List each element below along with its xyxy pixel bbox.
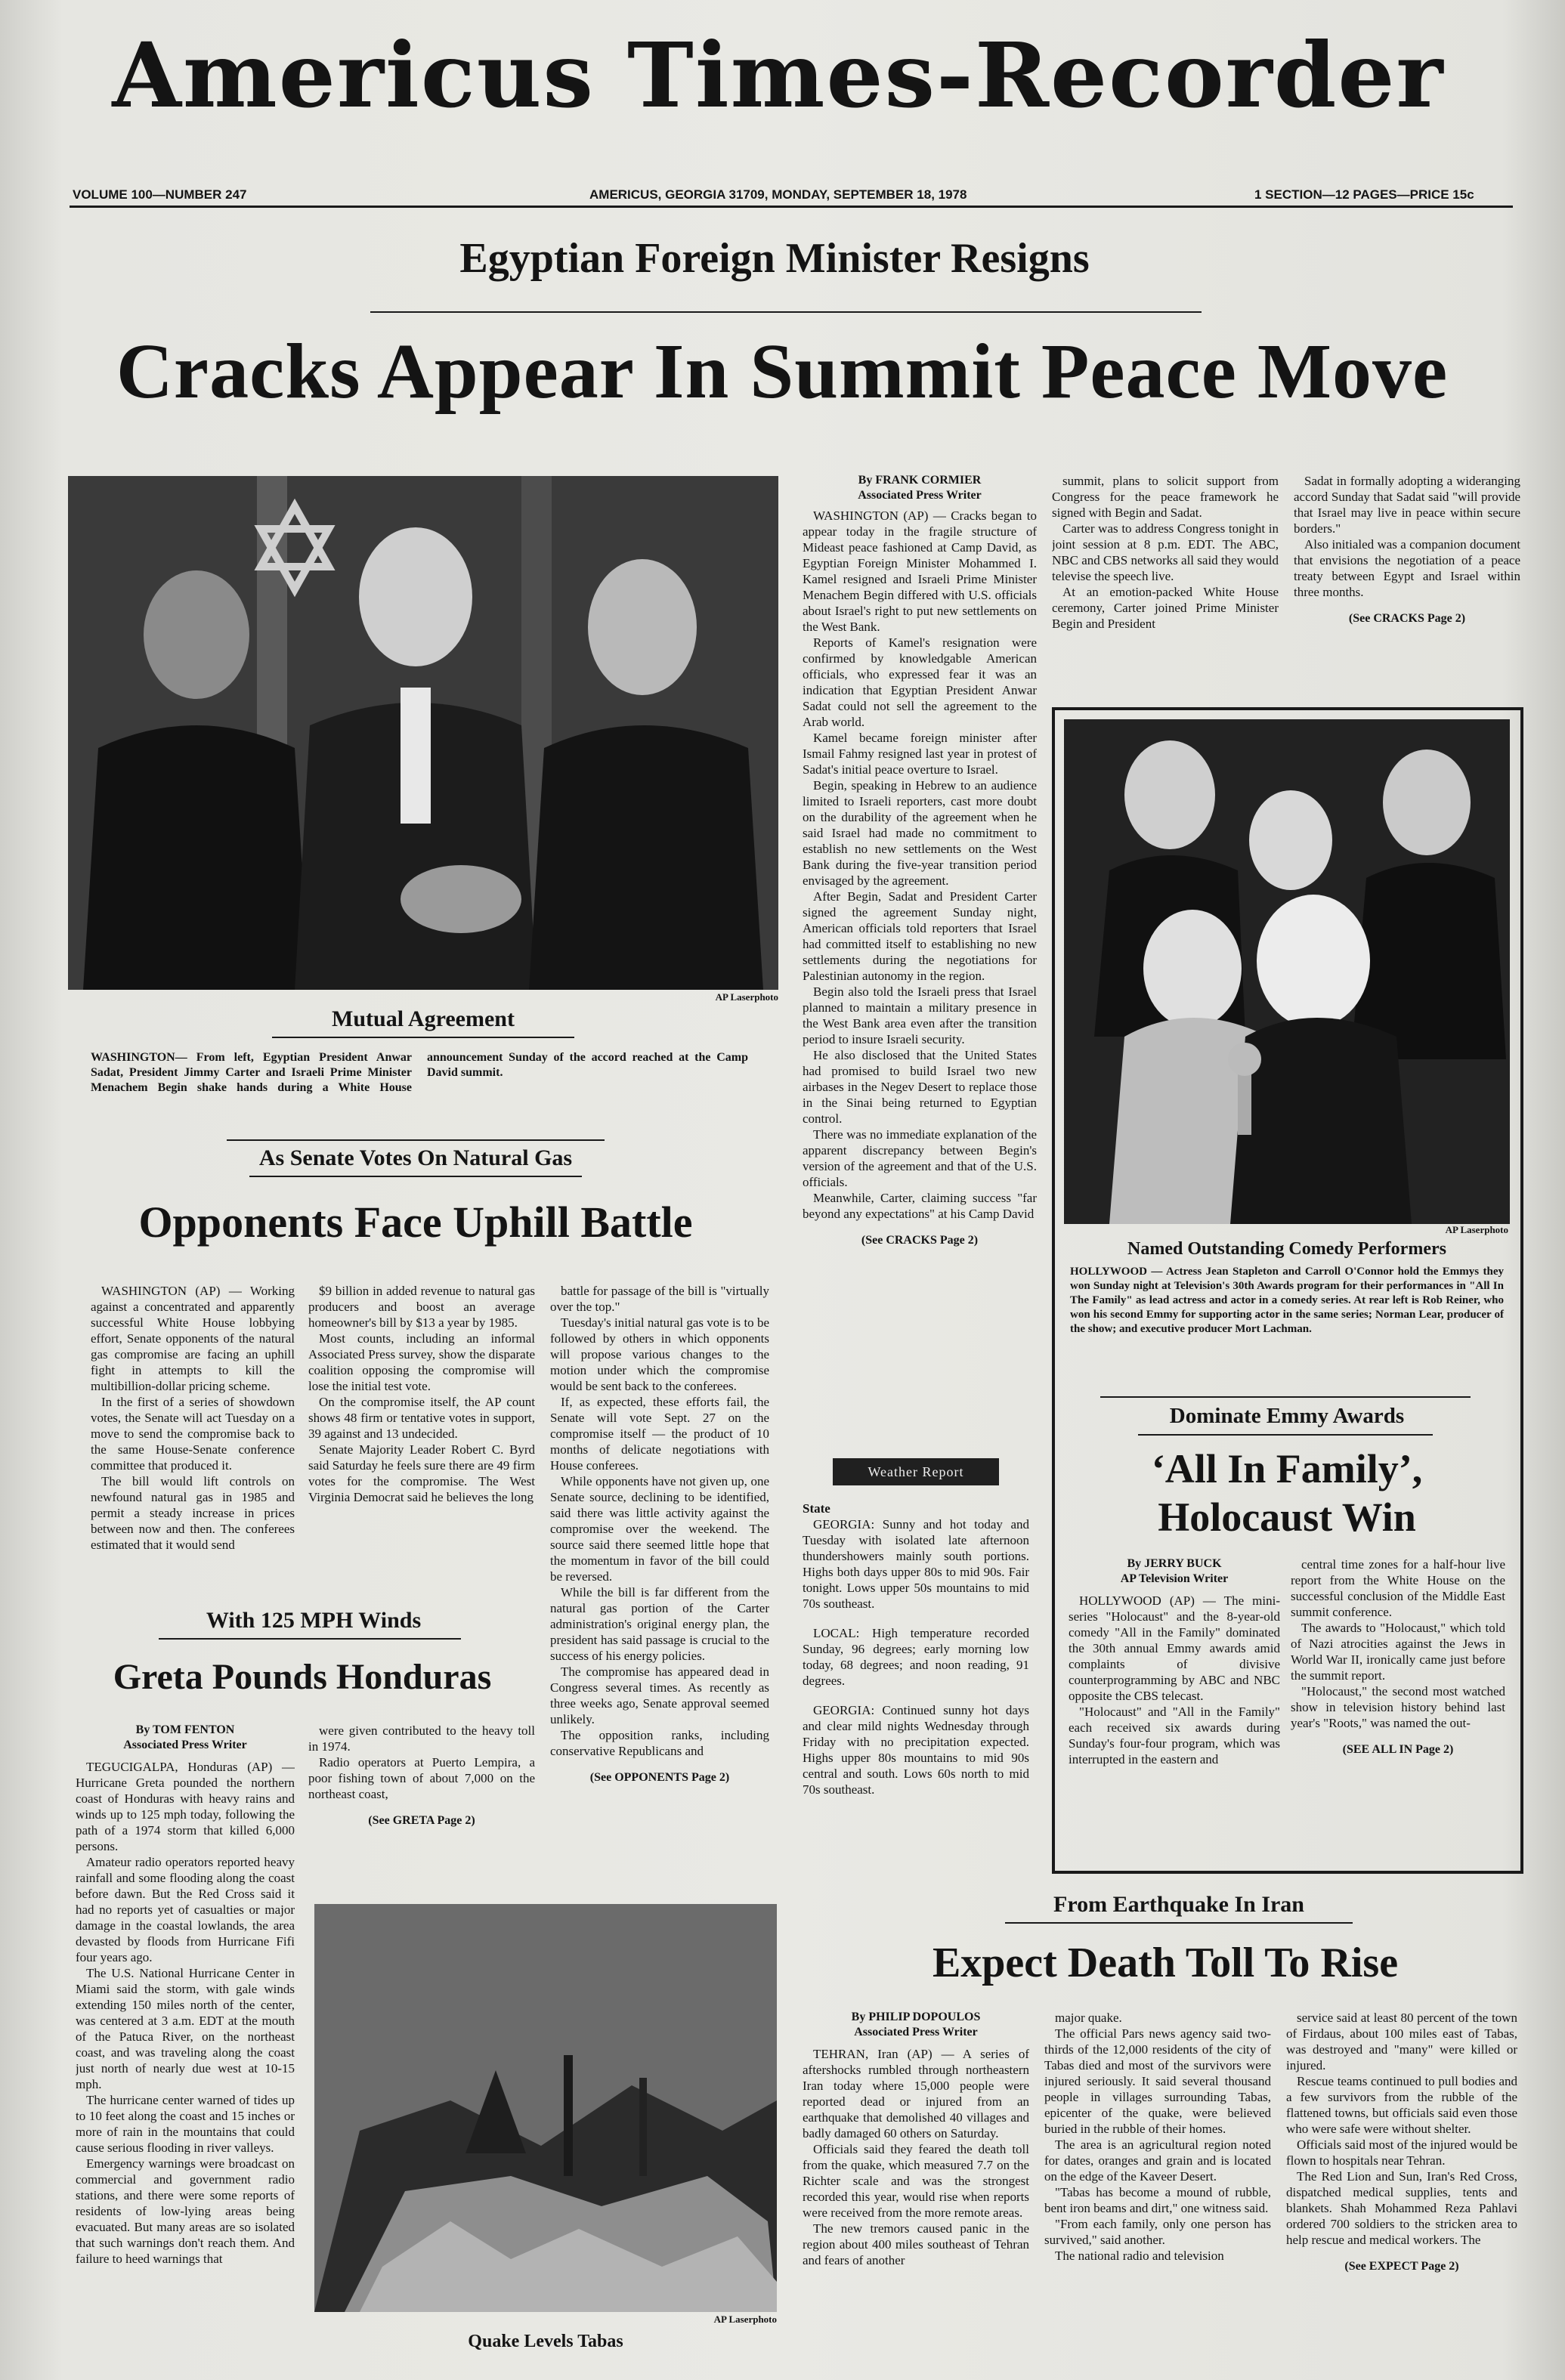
gas-kicker: As Senate Votes On Natural Gas	[258, 1145, 573, 1170]
lead-byline-title: Associated Press Writer	[858, 489, 982, 502]
quake-headline: Expect Death Toll To Rise	[932, 1940, 1399, 1986]
gas-paragraph: The compromise has appeared dead in Congress several times. As recently as three weeks ago, Senate approval seemed unlikely.	[550, 1664, 769, 1726]
lead-paragraph: He also disclosed that the United States had promised to build Israel two new airbases in the Negev Desert to replace those in the Sinai being returned to Egyptian control.	[803, 1048, 1037, 1126]
lead-kicker: Egyptian Foreign Minister Resigns	[459, 235, 1090, 282]
emmy-paragraph: "Holocaust" and "All in the Family" each received six awards during Sunday's four-four program, which was interrupted in the eastern and	[1069, 1705, 1280, 1766]
weather-state-label: State	[803, 1501, 830, 1516]
quake-paragraph: Officials said most of the injured would be flown to hospitals near Tehran.	[1286, 2137, 1517, 2168]
quake-column-2	[1044, 2010, 1271, 2342]
emmy-box	[1052, 707, 1523, 1874]
emmy-headline: ‘All In Family’, Holocaust Win	[1151, 1446, 1423, 1540]
lead-paragraph: There was no immediate explanation of the apparent discrepancy between Begin's version of the agreement and that of the U.S. officials.	[803, 1127, 1037, 1189]
quake-paragraph: service said at least 80 percent of the town of Firdaus, about 100 miles east of Tabas, was destroyed and "many" were killed or injured.	[1286, 2011, 1517, 2072]
greta-paragraph: Radio operators at Puerto Lempira, a poor fishing town of about 7,000 on the northeast coast,	[308, 1755, 535, 1801]
lead-paragraph: Sadat in formally adopting a wideranging accord Sunday that Sadat said "will provide that Israel may live in peace within secure borders."	[1294, 474, 1520, 536]
quake-kicker: From Earthquake In Iran	[1053, 1892, 1304, 1917]
lead-headline: Cracks Appear In Summit Peace Move	[116, 328, 1449, 415]
see-greta-link[interactable]: (See GRETA Page 2)	[368, 1814, 475, 1827]
summit-photo	[68, 476, 778, 990]
greta-paragraph: Amateur radio operators reported heavy rainfall and some flooding along the coast before dawn. But the Red Cross said it had no reports yet of casualties or major damage in the coastal lowlands, the area devasted by floods from Hurricane Fifi four years ago.	[76, 1855, 295, 1964]
gas-paragraph: $9 billion in added revenue to natural gas producers and boost an average homeowner's bill by $13 a year by 1985.	[308, 1284, 535, 1330]
greta-paragraph: Emergency warnings were broadcast on commercial and government radio stations, and there were some reports of residents of low-lying areas being evacuated. But many areas are so isolated that such warnings don't reach them. And failure to heed warnings that	[76, 2156, 295, 2266]
lead-paragraph: Begin, speaking in Hebrew to an audience limited to Israeli reporters, cast more doubt on the durability of the agreement when he said Israel had made no commitment to establish no new settlements on the West Bank during the five-year transition period envisaged by the agreement.	[803, 778, 1037, 888]
gas-paragraph: In the first of a series of showdown votes, the Senate will act Tuesday on a move to send the compromise back to the same House-Senate conference committee that produced it.	[91, 1395, 295, 1473]
gas-paragraph: On the compromise itself, the AP count shows 48 firm or tentative votes in support, 39 against and 13 undecided.	[308, 1395, 535, 1441]
lead-byline: By FRANK CORMIER	[858, 474, 982, 487]
gas-column-1	[91, 1283, 295, 1587]
photo-title-rule	[272, 1037, 574, 1038]
gas-paragraph: Most counts, including an informal Associated Press survey, show the disparate coalition opposing the compromise will lose the initial test vote.	[308, 1331, 535, 1393]
lead-paragraph: WASHINGTON (AP) — Cracks began to appear today in the fragile structure of Mideast peace fashioned at Camp David, as Egyptian Foreign Minister Mohammed I. Kamel resigned and Israeli Prime Minister Menachem Begin differed with U.S. officials about Israel's right to put new settlements on the West Bank.	[803, 508, 1037, 634]
gas-column-3	[550, 1283, 769, 1839]
masthead-title: Americus Times-Recorder	[112, 23, 1445, 128]
weather-paragraph: GEORGIA: Sunny and hot today and Tuesday with isolated late afternoon thundershowers mainly south portions. Highs both days upper 80s to mid 90s. Fair tonight. Lows upper 50s mountains to mid 70s southeast.	[803, 1517, 1029, 1611]
gas-headline: Opponents Face Uphill Battle	[138, 1198, 693, 1247]
lead-column-2	[1052, 473, 1279, 669]
emmy-paragraph: The awards to "Holocaust," which told of Nazi atrocities against the Jews in World War II, ironically came just before the summit report.	[1291, 1621, 1505, 1683]
lead-column-1	[803, 473, 1037, 1433]
weather-title: Weather Report	[833, 1458, 999, 1485]
emmy-kicker: Dominate Emmy Awards	[1169, 1404, 1405, 1428]
see-cracks-link-2[interactable]: (See CRACKS Page 2)	[1348, 612, 1466, 625]
emmy-photo-title: Named Outstanding Comedy Performers	[1127, 1239, 1446, 1259]
quake-byline: By PHILIP DOPOULOS	[851, 2011, 981, 2023]
gas-paragraph: Tuesday's initial natural gas vote is to be followed by others in which opponents will propose various changes to the motion under which the compromise would be sent back to the conferees.	[550, 1315, 769, 1393]
quake-paragraph: Officials said they feared the death toll from the quake, which measured 7.7 on the Richter scale and was the strongest recorded this year, would rise when reports were received from the more remote areas.	[803, 2142, 1029, 2220]
greta-headline: Greta Pounds Honduras	[113, 1657, 492, 1697]
emmy-byline: By JERRY BUCK	[1127, 1557, 1222, 1570]
quake-paragraph: The official Pars news agency said two-thirds of the 12,000 residents of the city of Tabas died and most of the survivors were injured seriously. It said several thousand people in villages surrounding Tabas, epicenter of the quake, were believed buried in the rubble of their homes.	[1044, 2026, 1271, 2136]
see-cracks-link[interactable]: (See CRACKS Page 2)	[861, 1234, 979, 1247]
summit-photo-credit: AP Laserphoto	[715, 991, 778, 1003]
quake-paragraph: "From each family, only one person has survived," said another.	[1044, 2217, 1271, 2247]
quake-photo-caption: Quake Levels Tabas	[468, 2332, 623, 2351]
gas-kicker-rule	[249, 1176, 582, 1177]
quake-byline-title: Associated Press Writer	[854, 2026, 978, 2038]
lead-paragraph: Also initialed was a companion document that envisions the negotiation of a peace treaty between Egypt and Israel within three months.	[1294, 537, 1520, 599]
weather-paragraph: LOCAL: High temperature recorded Sunday, 96 degrees; early morning low today, 68 degrees; and noon reading, 91 degrees.	[803, 1626, 1029, 1688]
quake-paragraph: The new tremors caused panic in the region about 400 miles southeast of Tehran and fears of another	[803, 2221, 1029, 2267]
greta-column-1	[76, 1723, 295, 2342]
greta-paragraph: The hurricane center warned of tides up to 10 feet along the coast and 15 inches or more of rain in the mountains that could cause serious flooding in river valleys.	[76, 2093, 295, 2155]
emmy-photo	[1064, 719, 1510, 1224]
kicker-rule	[370, 311, 1202, 313]
greta-kicker-rule	[159, 1638, 461, 1640]
weather-box	[803, 1458, 1037, 1851]
quake-paragraph: "Tabas has become a mound of rubble, bent iron beams and dirt," one witness said.	[1044, 2185, 1271, 2215]
emmy-paragraph: "Holocaust," the second most watched show in television history behind last year's "Roots," was named the out-	[1291, 1684, 1505, 1730]
lead-paragraph: At an emotion-packed White House ceremony, Carter joined Prime Minister Begin and President	[1052, 585, 1279, 631]
quake-paragraph: The Red Lion and Sun, Iran's Red Cross, dispatched medical supplies, tents and blankets. Shah Mohammed Reza Pahlavi ordered 700 soldiers to the stricken area to help rescue and medical workers. The	[1286, 2169, 1517, 2247]
weather-text	[803, 1501, 1029, 1848]
lead-paragraph: Begin also told the Israeli press that Israel planned to maintain a military presence in the West Bank area even after the transition period to insure Israeli security.	[803, 984, 1037, 1046]
lead-paragraph: Reports of Kamel's resignation were confirmed by knowledgable American officials, who expressed fear it was an indication that Egyptian President Anwar Sadat could not sell the agreement to the Arab world.	[803, 635, 1037, 729]
quake-rubble-illustration	[314, 1904, 777, 2312]
see-all-in-link[interactable]: (SEE ALL IN Page 2)	[1342, 1743, 1454, 1756]
emmy-rule	[1100, 1396, 1471, 1398]
quake-photo	[314, 1904, 777, 2312]
quake-column-1	[803, 2010, 1029, 2342]
weather-paragraph: GEORGIA: Continued sunny hot days and clear mild nights Wednesday through Friday with no precipitation expected. Highs upper 80s mountains to mid 90s central and south. Lows 60s north to mid 70s southeast.	[803, 1703, 1029, 1797]
quake-paragraph: major quake.	[1055, 2011, 1122, 2025]
greta-paragraph: The U.S. National Hurricane Center in Miami said the storm, with gale winds extending 150 miles north of the center, was centered at 3 a.m. EDT at the mouth of the Patuca River, on the northeast coast, and was traveling along the coast just north of nearly due west at 10-15 mph.	[76, 1966, 295, 2091]
greta-paragraph: were given contributed to the heavy toll in 1974.	[308, 1723, 535, 1754]
gas-paragraph: battle for passage of the bill is "virtually over the top."	[550, 1284, 769, 1314]
emmy-photo-illustration	[1064, 719, 1510, 1224]
gas-paragraph: The bill would lift controls on newfound natural gas in 1985 and permit a steady increase in prices between now and then. The conferees estimated that it would send	[91, 1474, 295, 1552]
summit-photo-illustration	[68, 476, 778, 990]
emmy-photo-credit: AP Laserphoto	[1445, 1224, 1508, 1235]
quake-paragraph: The national radio and television	[1055, 2249, 1224, 2263]
greta-paragraph: TEGUCIGALPA, Honduras (AP) — Hurricane Greta pounded the northern coast of Honduras with heavy rains and winds up to 125 mph today, following the path of a 1974 storm that killed 6,000 persons.	[76, 1760, 295, 1853]
greta-byline: By TOM FENTON	[135, 1723, 235, 1736]
gas-rule-top	[227, 1139, 605, 1141]
see-expect-link[interactable]: (See EXPECT Page 2)	[1344, 2260, 1459, 2273]
price: 1 SECTION—12 PAGES—PRICE 15c	[1254, 187, 1474, 202]
quake-column-3	[1286, 2010, 1517, 2342]
lead-column-3	[1294, 473, 1520, 669]
greta-byline-title: Associated Press Writer	[123, 1739, 247, 1751]
see-opponents-link[interactable]: (See OPPONENTS Page 2)	[589, 1771, 730, 1784]
emmy-paragraph: HOLLYWOOD (AP) — The mini-series "Holocaust" and the 8-year-old comedy "All in the Family" dominated the 30th annual Emmy awards amid complaints of divisive counterprogramming by ABC and NBC opposite the CBS telecast.	[1069, 1593, 1280, 1703]
quake-paragraph: Rescue teams continued to pull bodies and a few survivors from the rubble of the flattened towns, but officials said even those who were safe were without shelter.	[1286, 2074, 1517, 2136]
gas-paragraph: While opponents have not given up, one Senate source, declining to be identified, said there was little activity against the compromise over the weekend. The source said there seemed little hope that the momentum in favor of the bill could be reversed.	[550, 1474, 769, 1584]
quake-paragraph: The area is an agricultural region noted for dates, oranges and grain and is located on the edge of the Kaveer Desert.	[1044, 2137, 1271, 2184]
greta-kicker: With 125 MPH Winds	[206, 1608, 422, 1633]
gas-paragraph: WASHINGTON (AP) — Working against a concentrated and apparently successful White House lobbying effort, Senate opponents of the natural gas compromise are facing an uphill fight in attempts to kill the multibillion-dollar pricing scheme.	[91, 1284, 295, 1393]
quake-paragraph: TEHRAN, Iran (AP) — A series of aftershocks rumbled through northeastern Iran today where 15,000 people were reported dead or injured from an earthquake that demolished 40 villages and badly damaged 60 others on Saturday.	[803, 2047, 1029, 2140]
gas-paragraph: If, as expected, these efforts fail, the Senate will vote Sept. 27 on the compromise itself — the product of 10 months of delicate negotiations with House conferees.	[550, 1395, 769, 1473]
lead-paragraph: Carter was to address Congress tonight in joint session at 8 p.m. EDT. The ABC, NBC and CBS networks all said they would televise the speech live.	[1052, 521, 1279, 583]
emmy-byline-title: AP Television Writer	[1120, 1572, 1229, 1585]
gas-column-2	[308, 1283, 535, 1587]
emmy-paragraph: central time zones for a half-hour live report from the White House on the successful conclusion of the Middle East summit conference.	[1291, 1557, 1505, 1619]
emmy-column-1	[1069, 1556, 1280, 1859]
gas-paragraph: The opposition ranks, including conservative Republicans and	[550, 1728, 769, 1758]
quake-photo-credit: AP Laserphoto	[713, 2314, 777, 2325]
emmy-kicker-rule	[1138, 1434, 1433, 1436]
lead-paragraph: summit, plans to solicit support from Congress for the peace framework he signed with Begin and Sadat.	[1052, 474, 1279, 520]
dateline: AMERICUS, GEORGIA 31709, MONDAY, SEPTEMBER 18, 1978	[589, 187, 967, 202]
summit-photo-title: Mutual Agreement	[332, 1006, 515, 1031]
gas-paragraph: While the bill is far different from the natural gas portion of the Carter administration's original energy plan, the president has said passage is crucial to the success of his energy policies.	[550, 1585, 769, 1663]
lead-paragraph: After Begin, Sadat and President Carter signed the agreement Sunday night, American officials told reporters that Israel had committed itself to establishing no new settlements during the negotiations for Palestinian autonomy in the region.	[803, 889, 1037, 983]
volume-number: VOLUME 100—NUMBER 247	[73, 187, 247, 202]
summit-photo-caption: WASHINGTON— From left, Egyptian President Anwar Sadat, President Jimmy Carter and Israeli Prime Minister Menachem Begin shake hands during a White House announcement Sunday of the accord reached at the Camp David summit.	[91, 1051, 748, 1094]
quake-kicker-rule	[1005, 1922, 1353, 1924]
greta-column-2	[308, 1723, 535, 1859]
emmy-column-2	[1291, 1556, 1505, 1859]
masthead-rule	[70, 206, 1513, 208]
gas-paragraph: Senate Majority Leader Robert C. Byrd said Saturday he feels sure there are 49 firm votes for the compromise. The West Virginia Democrat said he believes the long	[308, 1442, 535, 1504]
lead-paragraph: Kamel became foreign minister after Ismail Fahmy resigned last year in protest of Sadat's initial peace overture to Israel.	[803, 731, 1037, 777]
lead-paragraph: Meanwhile, Carter, claiming success "far beyond any expectations" at his Camp David	[803, 1191, 1037, 1221]
emmy-photo-caption: HOLLYWOOD — Actress Jean Stapleton and Carroll O'Connor hold the Emmys they won Sunday night at Television's 30th Awards program for their performances in "All In The Family" as lead actress and actor in a comedy series. At rear left is Rob Reiner, who won his second Emmy for supporting actor in the same series; Norman Lear, producer of the show; and executive producer Mort Lachman.	[1070, 1266, 1504, 1335]
